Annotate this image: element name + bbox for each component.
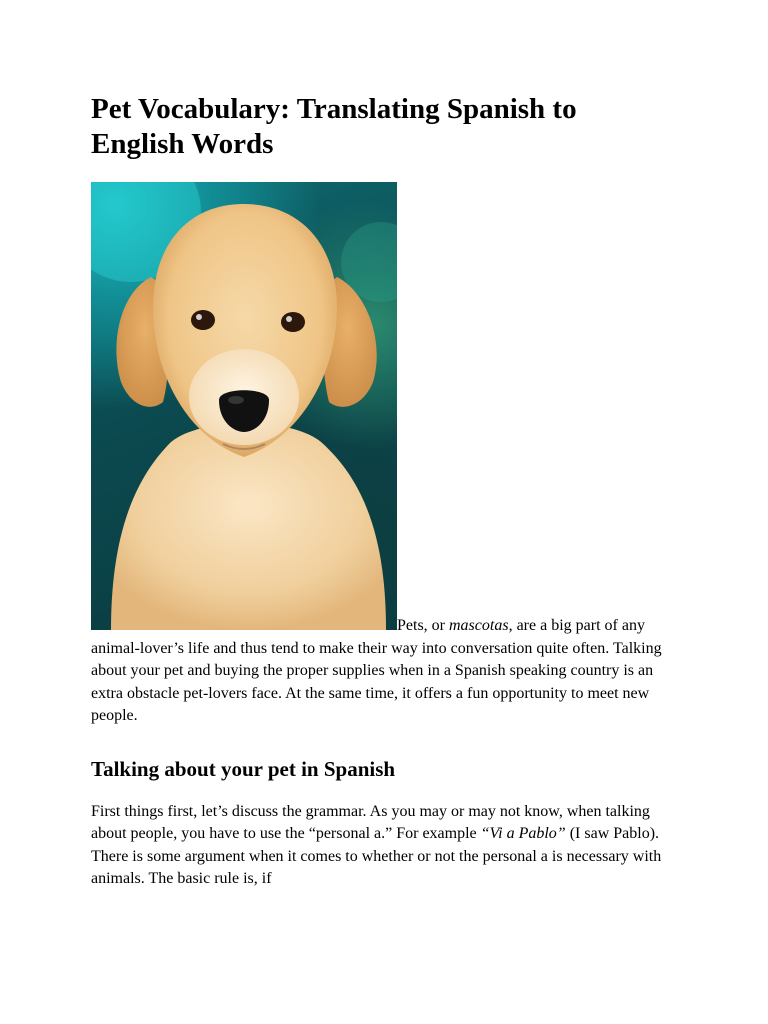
intro-text-rest: , are a big part of any animal-lover’s life and thus tend to make their way into conversation quite often. Talking about your pet and buying the proper supplies when in a Spanish speaking country is an extra obstacle pet-lovers face. At the same time, it offers a fun opportunity to meet new people. [91, 617, 662, 724]
section-heading: Talking about your pet in Spanish [91, 756, 396, 781]
paragraph-text-start: First things first, let’s discuss the grammar. As you may or may not know, when talking about people, you have to use the “personal a.” For example [91, 802, 650, 842]
spanish-term: mascotas [449, 617, 509, 634]
dog-photo [91, 182, 397, 630]
body-paragraph [91, 801, 681, 891]
document-page [91, 92, 681, 891]
intro-paragraph [91, 182, 681, 728]
spanish-example: “Vi a Pablo” [480, 825, 566, 842]
eye-highlight [286, 316, 292, 322]
puppy-illustration [91, 182, 397, 630]
paragraph-text-rest: (I saw Pablo). There is some argument when it comes to whether or not the personal a is necessary with animals. The basic rule is, if [91, 825, 662, 887]
nose-highlight [228, 396, 244, 404]
page-title: Pet Vocabulary: Translating Spanish to English Words [91, 93, 577, 160]
eye-highlight [196, 314, 202, 320]
intro-text-start: Pets, or [397, 617, 449, 634]
puppy-left-eye [191, 310, 215, 330]
puppy-right-eye [281, 312, 305, 332]
